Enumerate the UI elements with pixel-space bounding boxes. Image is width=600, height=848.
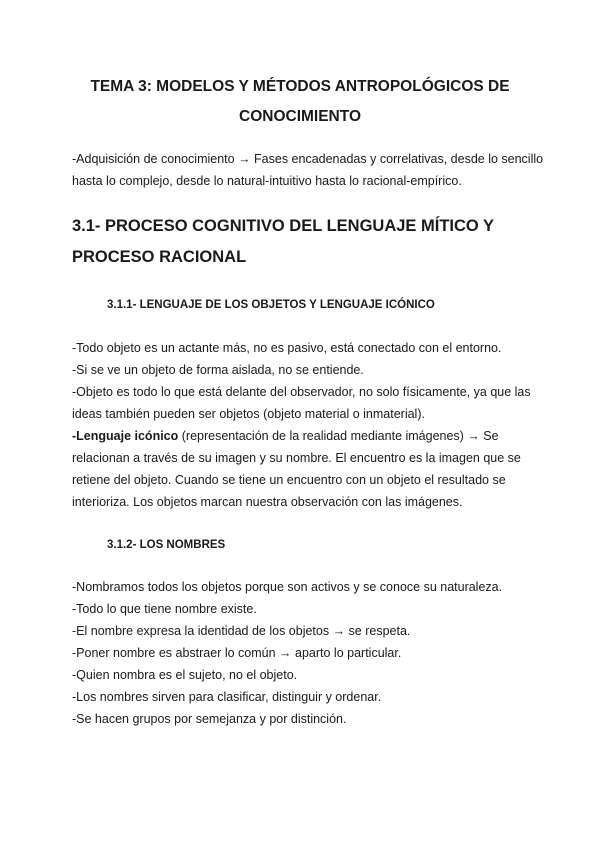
bold-term: -Lenguaje icónico <box>72 429 179 443</box>
subsection-heading-3-1-1: 3.1.1- LENGUAJE DE LOS OBJETOS Y LENGUAJE ICÓNICO <box>107 299 435 311</box>
text-line: ideas también pueden ser objetos (objeto material o inmaterial). <box>72 407 425 421</box>
text-line: -Si se ve un objeto de forma aislada, no se entiende. <box>72 363 364 377</box>
text-line: relacionan a través de su imagen y su nombre. El encuentro es la imagen que se <box>72 451 521 465</box>
text-line: retiene del objeto. Cuando se tiene un encuentro con un objeto el resultado se <box>72 473 506 487</box>
text-line <box>72 425 542 447</box>
paragraph-3-1-1 <box>72 337 542 513</box>
text-line: -Quien nombra es el sujeto, no el objeto. <box>72 668 298 682</box>
paragraph-3-1-2 <box>72 576 542 730</box>
text-line: interioriza. Los objetos marcan nuestra observación con las imágenes. <box>72 495 463 509</box>
text-line: -Adquisición de conocimiento → Fases encadenadas y correlativas, desde lo sencillo <box>72 152 544 166</box>
term-description: (representación de la realidad mediante imágenes) → Se <box>178 429 499 443</box>
subsection-heading-3-1-2: 3.1.2- LOS NOMBRES <box>107 539 226 551</box>
intro-paragraph <box>72 148 542 192</box>
text-line: -Todo objeto es un actante más, no es pasivo, está conectado con el entorno. <box>72 341 502 355</box>
title-line: CONOCIMIENTO <box>239 108 361 125</box>
text-line: -Nombramos todos los objetos porque son activos y se conoce su naturaleza. <box>72 580 503 594</box>
text-line: -El nombre expresa la identidad de los objetos → se respeta. <box>72 624 411 638</box>
text-line: -Se hacen grupos por semejanza y por distinción. <box>72 712 347 726</box>
heading-line: PROCESO RACIONAL <box>72 248 247 266</box>
text-line: -Todo lo que tiene nombre existe. <box>72 602 257 616</box>
text-line: -Objeto es todo lo que está delante del observador, no solo físicamente, ya que las <box>72 385 531 399</box>
text-line: hasta lo complejo, desde lo natural-intuitivo hasta lo racional-empírico. <box>72 174 462 188</box>
text-line: -Poner nombre es abstraer lo común → aparto lo particular. <box>72 646 402 660</box>
heading-line: 3.1- PROCESO COGNITIVO DEL LENGUAJE MÍTICO Y <box>72 217 495 235</box>
text-line: -Los nombres sirven para clasificar, distinguir y ordenar. <box>72 690 382 704</box>
section-heading-3-1 <box>72 211 542 273</box>
title-line: TEMA 3: MODELOS Y MÉTODOS ANTROPOLÓGICOS DE <box>90 78 510 95</box>
page-title <box>60 72 540 132</box>
